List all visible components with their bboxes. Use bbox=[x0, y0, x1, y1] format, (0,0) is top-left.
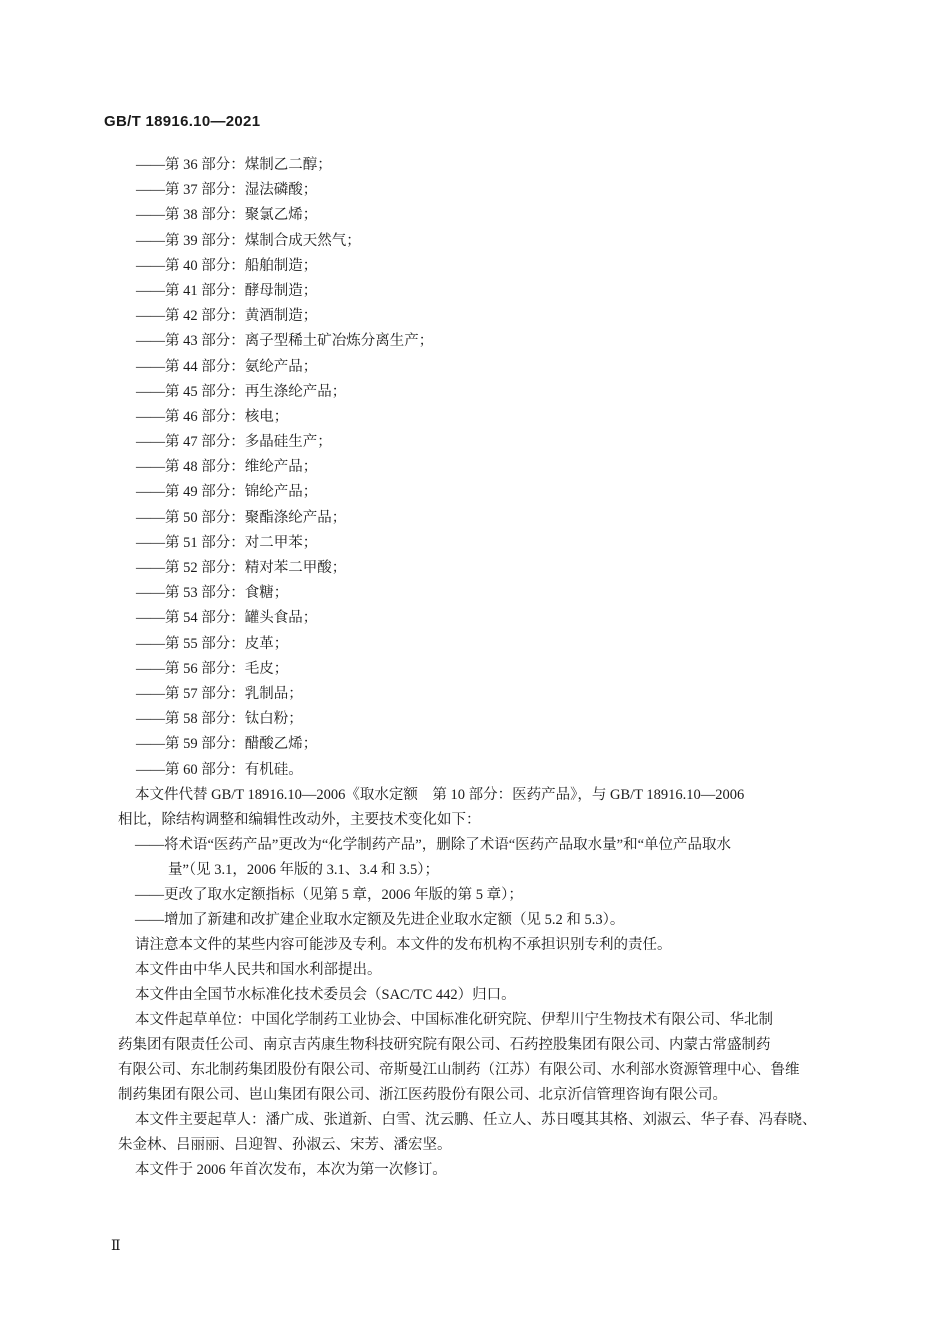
list-item: ——第 58 部分：钛白粉； bbox=[136, 711, 303, 728]
standard-number-header: GB/T 18916.10—2021 bbox=[104, 113, 261, 130]
text-line: 本文件主要起草人：潘广成、张道新、白雪、沈云鹏、任立人、苏日嘎其其格、刘淑云、华子春、冯春晓、 bbox=[135, 1112, 817, 1128]
text-line: 请注意本文件的某些内容可能涉及专利。本文件的发布机构不承担识别专利的责任。 bbox=[135, 937, 672, 953]
list-item: ——第 42 部分：黄酒制造； bbox=[136, 308, 318, 325]
list-item: ——第 50 部分：聚酯涤纶产品； bbox=[136, 509, 347, 526]
text-line: 制药集团有限公司、岜山集团有限公司、浙江医药股份有限公司、北京沂信管理咨询有限公司。 bbox=[118, 1087, 727, 1103]
list-item: ——第 40 部分：船舶制造； bbox=[136, 257, 318, 274]
list-item: ——第 60 部分：有机硅。 bbox=[136, 761, 303, 778]
list-item: ——第 53 部分：食糖； bbox=[136, 585, 289, 602]
list-item: ——第 37 部分：湿法磷酸； bbox=[136, 182, 318, 199]
list-item: ——第 45 部分：再生涤纶产品； bbox=[136, 383, 347, 400]
list-item: ——第 56 部分：毛皮； bbox=[136, 660, 289, 677]
foreword-body bbox=[118, 783, 838, 1183]
list-item: ——第 46 部分：核电； bbox=[136, 408, 289, 425]
text-line: 相比，除结构调整和编辑性改动外，主要技术变化如下： bbox=[118, 812, 481, 828]
text-line: ——增加了新建和改扩建企业取水定额及先进企业取水定额（见 5.2 和 5.3）。 bbox=[135, 912, 625, 928]
text-line: 本文件代替 GB/T 18916.10—2006《取水定额 第 10 部分：医药产品》，与 GB/T 18916.10—2006 bbox=[135, 787, 745, 803]
text-line: 药集团有限责任公司、南京吉芮康生物科技研究院有限公司、石药控股集团有限公司、内蒙古常盛制药 bbox=[118, 1037, 771, 1053]
list-item: ——第 59 部分：醋酸乙烯； bbox=[136, 736, 318, 753]
list-item: ——第 49 部分：锦纶产品； bbox=[136, 484, 318, 501]
list-item: ——第 36 部分：煤制乙二醇； bbox=[136, 157, 332, 173]
parts-list bbox=[136, 153, 433, 783]
text-line: 本文件起草单位：中国化学制药工业协会、中国标准化研究院、伊犁川宁生物技术有限公司、华北制 bbox=[135, 1012, 773, 1028]
page-number: Ⅱ bbox=[111, 1239, 121, 1254]
list-item: ——第 48 部分：维纶产品； bbox=[136, 459, 318, 476]
list-item: ——第 47 部分：多晶硅生产； bbox=[136, 434, 332, 451]
list-item: ——第 55 部分：皮革； bbox=[136, 635, 289, 652]
list-item: ——第 38 部分：聚氯乙烯； bbox=[136, 207, 318, 224]
text-line: 量”（见 3.1，2006 年版的 3.1、3.4 和 3.5）； bbox=[168, 862, 440, 878]
list-item: ——第 41 部分：酵母制造； bbox=[136, 282, 318, 299]
text-line: 本文件于 2006 年首次发布，本次为第一次修订。 bbox=[135, 1162, 447, 1178]
list-item: ——第 54 部分：罐头食品； bbox=[136, 610, 318, 627]
list-item: ——第 57 部分：乳制品； bbox=[136, 685, 303, 702]
list-item: ——第 51 部分：对二甲苯； bbox=[136, 534, 318, 551]
text-line: ——更改了取水定额指标（见第 5 章，2006 年版的第 5 章）； bbox=[135, 887, 523, 903]
text-line: ——将术语“医药产品”更改为“化学制药产品”，删除了术语“医药产品取水量”和“单位产品取水 bbox=[135, 837, 732, 853]
text-line: 朱金林、吕丽丽、吕迎智、孙淑云、宋芳、潘宏坚。 bbox=[118, 1137, 452, 1153]
list-item: ——第 43 部分：离子型稀土矿冶炼分离生产； bbox=[136, 333, 434, 350]
text-line: 有限公司、东北制药集团股份有限公司、帝斯曼江山制药（江苏）有限公司、水利部水资源管理中心、鲁维 bbox=[118, 1062, 800, 1078]
list-item: ——第 39 部分：煤制合成天然气； bbox=[136, 232, 361, 249]
text-line: 本文件由全国节水标准化技术委员会（SAC/TC 442）归口。 bbox=[135, 987, 516, 1003]
text-line: 本文件由中华人民共和国水利部提出。 bbox=[135, 962, 382, 978]
list-item: ——第 44 部分：氨纶产品； bbox=[136, 358, 318, 375]
list-item: ——第 52 部分：精对苯二甲酸； bbox=[136, 560, 347, 576]
